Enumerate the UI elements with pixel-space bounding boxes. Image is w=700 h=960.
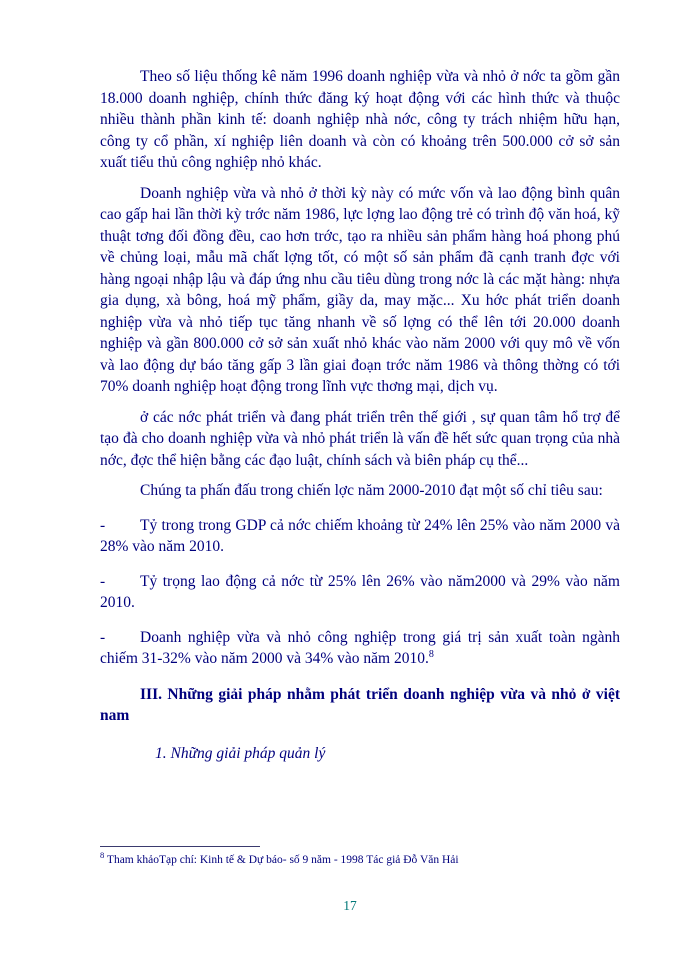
section-heading: III. Những giải pháp nhằm phát triển doanh nghiệp vừa và nhỏ ở việt nam xyxy=(100,685,620,724)
bullet-dash: - xyxy=(100,516,106,534)
page-content xyxy=(100,66,620,764)
bullet-dash: - xyxy=(100,628,106,646)
footnote-reference: 8 xyxy=(428,648,434,660)
bullet-item xyxy=(100,515,620,558)
subsection-heading: 1. Những giải pháp quản lý xyxy=(155,744,326,762)
footnote-text xyxy=(100,850,620,868)
bullet-item xyxy=(100,627,620,670)
paragraph: Theo số liệu thống kê năm 1996 doanh nghiệp vừa và nhỏ ở nớc ta gồm gần 18.000 doanh nghiệp, chính thức đăng ký hoạt động với các hình thức và thuộc nhiều thành phần kinh tế: doanh nghiệp nhà nớc, công ty trách nhiệm hữu hạn, công ty cổ phần, xí nghiệp liên doanh và còn có khoảng trên 500.000 cở sở sản xuất tiểu thủ công nghiệp nhỏ khác. xyxy=(100,68,620,171)
bullet-text: Doanh nghiệp vừa và nhỏ công nghiệp trong giá trị sản xuất toàn ngành chiếm 31-32% vào năm 2000 và 34% vào năm 2010. xyxy=(100,628,620,667)
footnote-marker: 8 xyxy=(100,850,105,861)
bullet-dash: - xyxy=(100,572,106,590)
bullet-text: Tỷ trong trong GDP cả nớc chiếm khoảng từ 24% lên 25% vào năm 2000 và 28% vào năm 2010. xyxy=(100,516,620,555)
paragraph: Chúng ta phấn đấu trong chiến lợc năm 2000-2010 đạt một số chỉ tiêu sau: xyxy=(140,482,603,499)
bullet-item xyxy=(100,571,620,614)
footnote-area xyxy=(100,846,620,868)
bullet-text: Tỷ trọng lao động cả nớc từ 25% lên 26% vào năm2000 và 29% vào năm 2010. xyxy=(100,572,620,611)
paragraph: Doanh nghiệp vừa và nhỏ ở thời kỳ này có mức vốn và lao động bình quân cao gấp hai lần thời kỳ trớc năm 1986, lực lợng lao động trẻ có trình độ văn hoá, kỹ thuật tơng đối đồng đều, cao hơn trớc, tạo ra nhiều sản phẩm hàng hoá phong phú về chủng loại, mẫu mã chất lợng tốt, có một số sản phẩm đã cạnh tranh đợc với hàng ngoại nhập lậu và đáp ứng nhu cầu tiêu dùng trong nớc là các mặt hàng: nhựa gia dụng, xà bông, hoá mỹ phẩm, giầy da, may mặc... Xu hớc phát triển doanh nghiệp vừa và nhỏ tiếp tục tăng nhanh về số lợng có thể lên tới 20.000 doanh nghiệp và gần 800.000 cở sở sản xuất nhỏ khác vào năm 2000 với quy mô về vốn và lao động dự báo tăng gấp 3 lần giai đoạn trớc năm 1986 và thông thờng có tới 70% doanh nghiệp hoạt động trong lĩnh vực thơng mại, dịch vụ. xyxy=(100,184,620,395)
paragraph: ở các nớc phát triển và đang phát triển trên thế giới , sự quan tâm hổ trợ để tạo đà cho doanh nghiệp vừa và nhỏ phát triển là vấn đề hết sức quan trọng của nhà nớc, đợc thể hiện bằng các đạo luật, chính sách và biên pháp cụ thể... xyxy=(100,408,620,469)
footnote-divider xyxy=(100,846,260,847)
page-number: 17 xyxy=(343,898,357,913)
footnote-body: Tham khảoTạp chí: Kinh tế & Dự báo- số 9 năm - 1998 Tác giả Đỗ Văn Hải xyxy=(106,854,459,866)
